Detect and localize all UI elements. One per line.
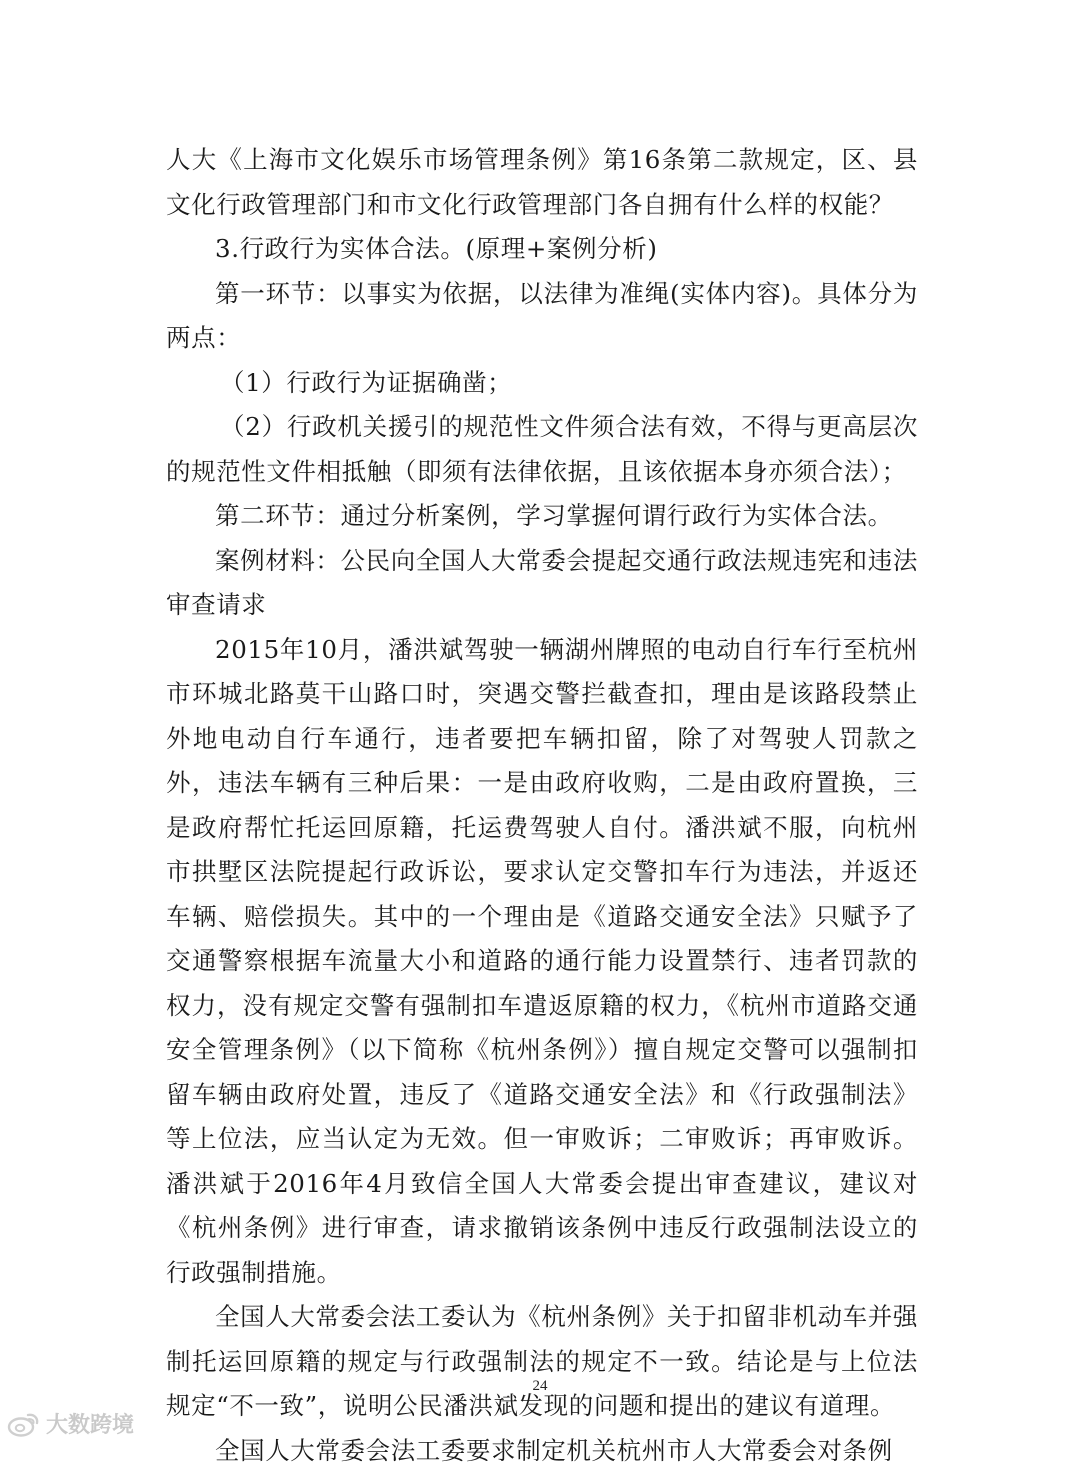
page-number: 24 xyxy=(0,1378,1080,1395)
paragraph-continued: 人大《上海市文化娱乐市场管理条例》第16条第二款规定，区、县文化行政管理部门和市文化行政管理部门各自拥有什么样的权能？ xyxy=(166,138,918,227)
paragraph-second-stage: 第二环节：通过分析案例，学习掌握何谓行政行为实体合法。 xyxy=(166,494,918,539)
paragraph-first-stage: 第一环节：以事实为依据，以法律为准绳(实体内容)。具体分为两点： xyxy=(166,272,918,361)
weibo-icon xyxy=(6,1410,40,1438)
paragraph-case-title: 案例材料：公民向全国人大常委会提起交通行政法规违宪和违法审查请求 xyxy=(166,539,918,628)
watermark-text: 大数跨境 xyxy=(46,1408,134,1439)
paragraph-conclusion: 全国人大常委会法工委认为《杭州条例》关于扣留非机动车并强制托运回原籍的规定与行政强制法的规定不一致。结论是与上位法规定“不一致”，说明公民潘洪斌发现的问题和提出的建议有道理。 xyxy=(166,1295,918,1429)
paragraph-case-body: 2015年10月，潘洪斌驾驶一辆湖州牌照的电动自行车行至杭州市环城北路莫干山路口时，突遇交警拦截查扣，理由是该路段禁止外地电动自行车通行，违者要把车辆扣留，除了对驾驶人罚款之外，违法车辆有三种后果：一是由政府收购，二是由政府置换，三是政府帮忙托运回原籍，托运费驾驶人自付。潘洪斌不服，向杭州市拱墅区法院提起行政诉讼，要求认定交警扣车行为违法，并返还车辆、赔偿损失。其中的一个理由是《道路交通安全法》只赋予了交通警察根据车流量大小和道路的通行能力设置禁行、违者罚款的权力，没有规定交警有强制扣车遣返原籍的权力，《杭州市道路交通安全管理条例》（以下简称《杭州条例》）擅自规定交警可以强制扣留车辆由政府处置，违反了《道路交通安全法》和《行政强制法》等上位法，应当认定为无效。但一审败诉；二审败诉；再审败诉。潘洪斌于2016年4月致信全国人大常委会提出审查建议，建议对《杭州条例》进行审查，请求撤销该条例中违反行政强制法设立的行政强制措施。 xyxy=(166,628,918,1296)
watermark xyxy=(6,1408,134,1439)
body-text xyxy=(166,138,918,1473)
paragraph-point-1: （1）行政行为证据确凿； xyxy=(166,361,918,406)
paragraph-point-2: （2）行政机关援引的规范性文件须合法有效，不得与更高层次的规范性文件相抵触（即须有法律依据，且该依据本身亦须合法）； xyxy=(166,405,918,494)
paragraph-section-heading: 3.行政行为实体合法。(原理+案例分析) xyxy=(166,227,918,272)
paragraph-final: 全国人大常委会法工委要求制定机关杭州市人大常委会对条例 xyxy=(166,1429,918,1473)
